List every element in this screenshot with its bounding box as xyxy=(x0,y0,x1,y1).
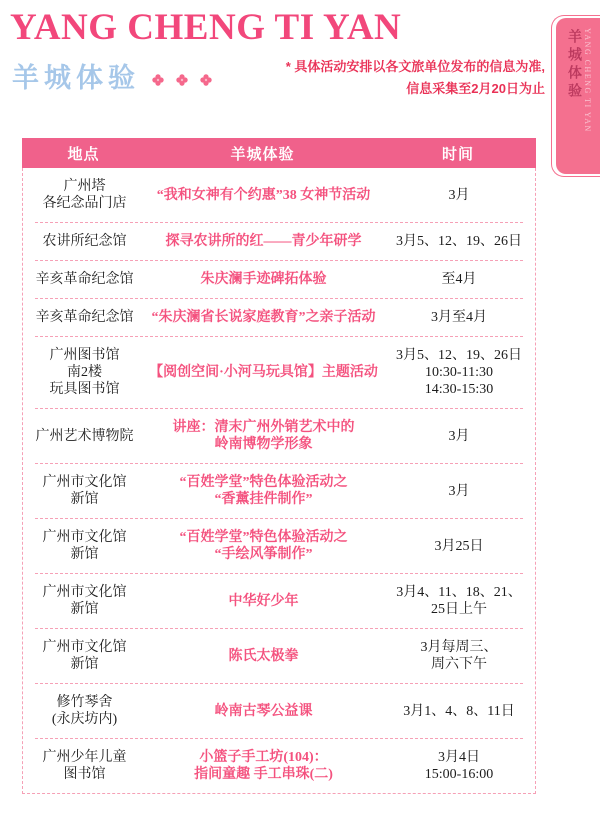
page-title-zh: 羊城体验 xyxy=(12,63,140,93)
cell-time-line: 周六下午 xyxy=(431,657,487,672)
cell-time-line: 至4月 xyxy=(441,272,477,287)
cell-location-line: 广州图书馆 xyxy=(49,348,120,363)
table-row xyxy=(23,684,535,738)
cell-location-line: 各纪念品门店 xyxy=(42,196,127,211)
cell-time-line: 3月 xyxy=(448,428,470,444)
cell-activity xyxy=(146,309,381,326)
cell-location xyxy=(23,178,146,212)
cell-time xyxy=(381,233,537,250)
cell-location-line: 广州艺术博物院 xyxy=(35,428,134,444)
cell-time-line: 3月1、4、8、11日 xyxy=(403,703,515,719)
cell-activity-line: 讲座：清末广州外销艺术中的 xyxy=(172,420,355,435)
column-header-activity: 羊城体验 xyxy=(230,146,295,163)
cell-location xyxy=(23,474,146,508)
cell-location-line: 广州市文化馆 xyxy=(42,640,127,655)
cell-time-line: 3月4日 xyxy=(438,750,480,765)
cell-location xyxy=(23,428,146,445)
cell-time xyxy=(381,347,537,398)
column-header-time: 时间 xyxy=(441,146,474,163)
cell-time xyxy=(381,309,537,326)
cell-location-line: 新馆 xyxy=(70,602,99,617)
page-title-en: YANG CHENG TI YAN xyxy=(10,7,402,48)
cell-location-line: 农讲所纪念馆 xyxy=(42,234,127,249)
cell-location-line: 新馆 xyxy=(70,657,99,672)
cell-location-line: 辛亥革命纪念馆 xyxy=(35,272,134,287)
cell-location xyxy=(23,309,146,326)
table-row xyxy=(23,464,535,518)
column-header-location: 地点 xyxy=(67,146,100,163)
cell-activity xyxy=(146,187,381,204)
cell-location-line: 广州市文化馆 xyxy=(42,475,127,490)
cell-activity-line: 岭南古琴公益课 xyxy=(214,703,313,719)
cell-activity-line: “香薰挂件制作” xyxy=(214,492,313,507)
table-row xyxy=(23,739,535,793)
cell-location-line: 新馆 xyxy=(70,547,99,562)
cell-time xyxy=(381,538,537,555)
cell-location-line: (永庆坊内) xyxy=(51,712,118,727)
table-row xyxy=(23,299,535,336)
table-row xyxy=(23,261,535,298)
cell-location-line: 南2楼 xyxy=(67,365,102,380)
cell-time-line: 3月5、12、19、26日 xyxy=(396,348,522,363)
table-row xyxy=(23,337,535,408)
quatrefoil-flower-icon xyxy=(176,74,188,86)
cell-activity xyxy=(146,529,381,563)
cell-activity-line: 朱庆澜手迹碑拓体验 xyxy=(200,272,327,287)
table-row xyxy=(23,519,535,573)
cell-activity xyxy=(146,648,381,665)
cell-location xyxy=(23,749,146,783)
cell-time xyxy=(381,749,537,783)
cell-location-line: 广州市文化馆 xyxy=(42,530,127,545)
cell-location xyxy=(23,347,146,398)
table-row xyxy=(23,168,535,222)
cell-activity-line: 岭南博物学形象 xyxy=(214,437,313,452)
cell-activity-line: 陈氏太极拳 xyxy=(228,648,299,664)
side-tab-label-zh: 羊城体验 xyxy=(566,29,581,101)
cell-time-line: 3月每周三、 xyxy=(420,640,498,655)
section-side-tab xyxy=(556,18,600,174)
cell-time xyxy=(381,703,537,720)
cell-location-line: 广州塔 xyxy=(63,179,106,194)
cell-activity-line: 中华好少年 xyxy=(228,593,299,609)
activities-table xyxy=(22,138,536,794)
cell-time xyxy=(381,639,537,673)
cell-activity xyxy=(146,703,381,720)
subtitle-row xyxy=(12,56,212,95)
cell-activity-line: “我和女神有个约惠”38 女神节活动 xyxy=(156,187,371,203)
cell-activity xyxy=(146,474,381,508)
cell-location-line: 辛亥革命纪念馆 xyxy=(35,310,134,325)
cell-time xyxy=(381,187,537,204)
table-row xyxy=(23,223,535,260)
cell-activity xyxy=(146,593,381,610)
disclaimer-line-2: 信息采集至2月20日为止 xyxy=(406,81,545,97)
cell-time xyxy=(381,584,537,618)
cell-time xyxy=(381,428,537,445)
cell-activity xyxy=(146,419,381,453)
ornament-group xyxy=(152,74,212,86)
cell-time-line: 3月 xyxy=(448,483,470,499)
cell-activity xyxy=(146,271,381,288)
disclaimer-note xyxy=(286,56,545,100)
cell-location xyxy=(23,529,146,563)
table-row xyxy=(23,409,535,463)
cell-time-line: 15:00-16:00 xyxy=(424,767,494,782)
cell-location-line: 新馆 xyxy=(70,492,99,507)
cell-activity-line: “朱庆澜省长说家庭教育”之亲子活动 xyxy=(151,310,376,325)
side-tab-label-en: YANG CHENG TI YAN xyxy=(583,28,592,133)
table-row xyxy=(23,629,535,683)
table-row xyxy=(23,574,535,628)
cell-location-line: 玩具图书馆 xyxy=(49,382,120,397)
cell-time-line: 3月4、11、18、21、 xyxy=(396,585,522,600)
cell-activity-line: “手绘风筝制作” xyxy=(214,547,313,562)
cell-time-line: 3月25日 xyxy=(434,538,484,554)
cell-location-line: 广州少年儿童 xyxy=(42,750,127,765)
cell-time-line: 25日上午 xyxy=(431,602,487,617)
cell-time xyxy=(381,483,537,500)
cell-activity xyxy=(146,233,381,250)
cell-location xyxy=(23,584,146,618)
cell-activity-line: 指间童趣 手工串珠(二) xyxy=(194,767,333,782)
cell-activity xyxy=(146,749,381,783)
disclaimer-line-1: * 具体活动安排以各文旅单位发布的信息为准, xyxy=(285,59,545,74)
cell-time-line: 3月至4月 xyxy=(431,310,487,325)
cell-location-line: 修竹琴舍 xyxy=(56,695,113,710)
quatrefoil-flower-icon xyxy=(200,74,212,86)
table-body xyxy=(22,168,536,794)
cell-activity-line: 小篮子手工坊(104)： xyxy=(199,750,328,765)
cell-activity xyxy=(146,364,381,381)
cell-location-line: 图书馆 xyxy=(63,767,106,782)
cell-time-line: 14:30-15:30 xyxy=(424,382,494,397)
cell-time-line: 3月 xyxy=(448,187,470,203)
cell-location-line: 广州市文化馆 xyxy=(42,585,127,600)
cell-location xyxy=(23,233,146,250)
quatrefoil-flower-icon xyxy=(152,74,164,86)
cell-time-line: 3月5、12、19、26日 xyxy=(396,234,522,249)
cell-location xyxy=(23,694,146,728)
cell-activity-line: “百姓学堂”特色体验活动之 xyxy=(179,530,348,545)
cell-time xyxy=(381,271,537,288)
cell-time-line: 10:30-11:30 xyxy=(425,365,493,380)
cell-location xyxy=(23,271,146,288)
cell-location xyxy=(23,639,146,673)
cell-activity-line: “百姓学堂”特色体验活动之 xyxy=(179,475,348,490)
table-header-row xyxy=(22,138,536,168)
cell-activity-line: 【阅创空间·小河马玩具馆】主题活动 xyxy=(149,365,378,380)
cell-activity-line: 探寻农讲所的红——青少年研学 xyxy=(165,234,362,249)
